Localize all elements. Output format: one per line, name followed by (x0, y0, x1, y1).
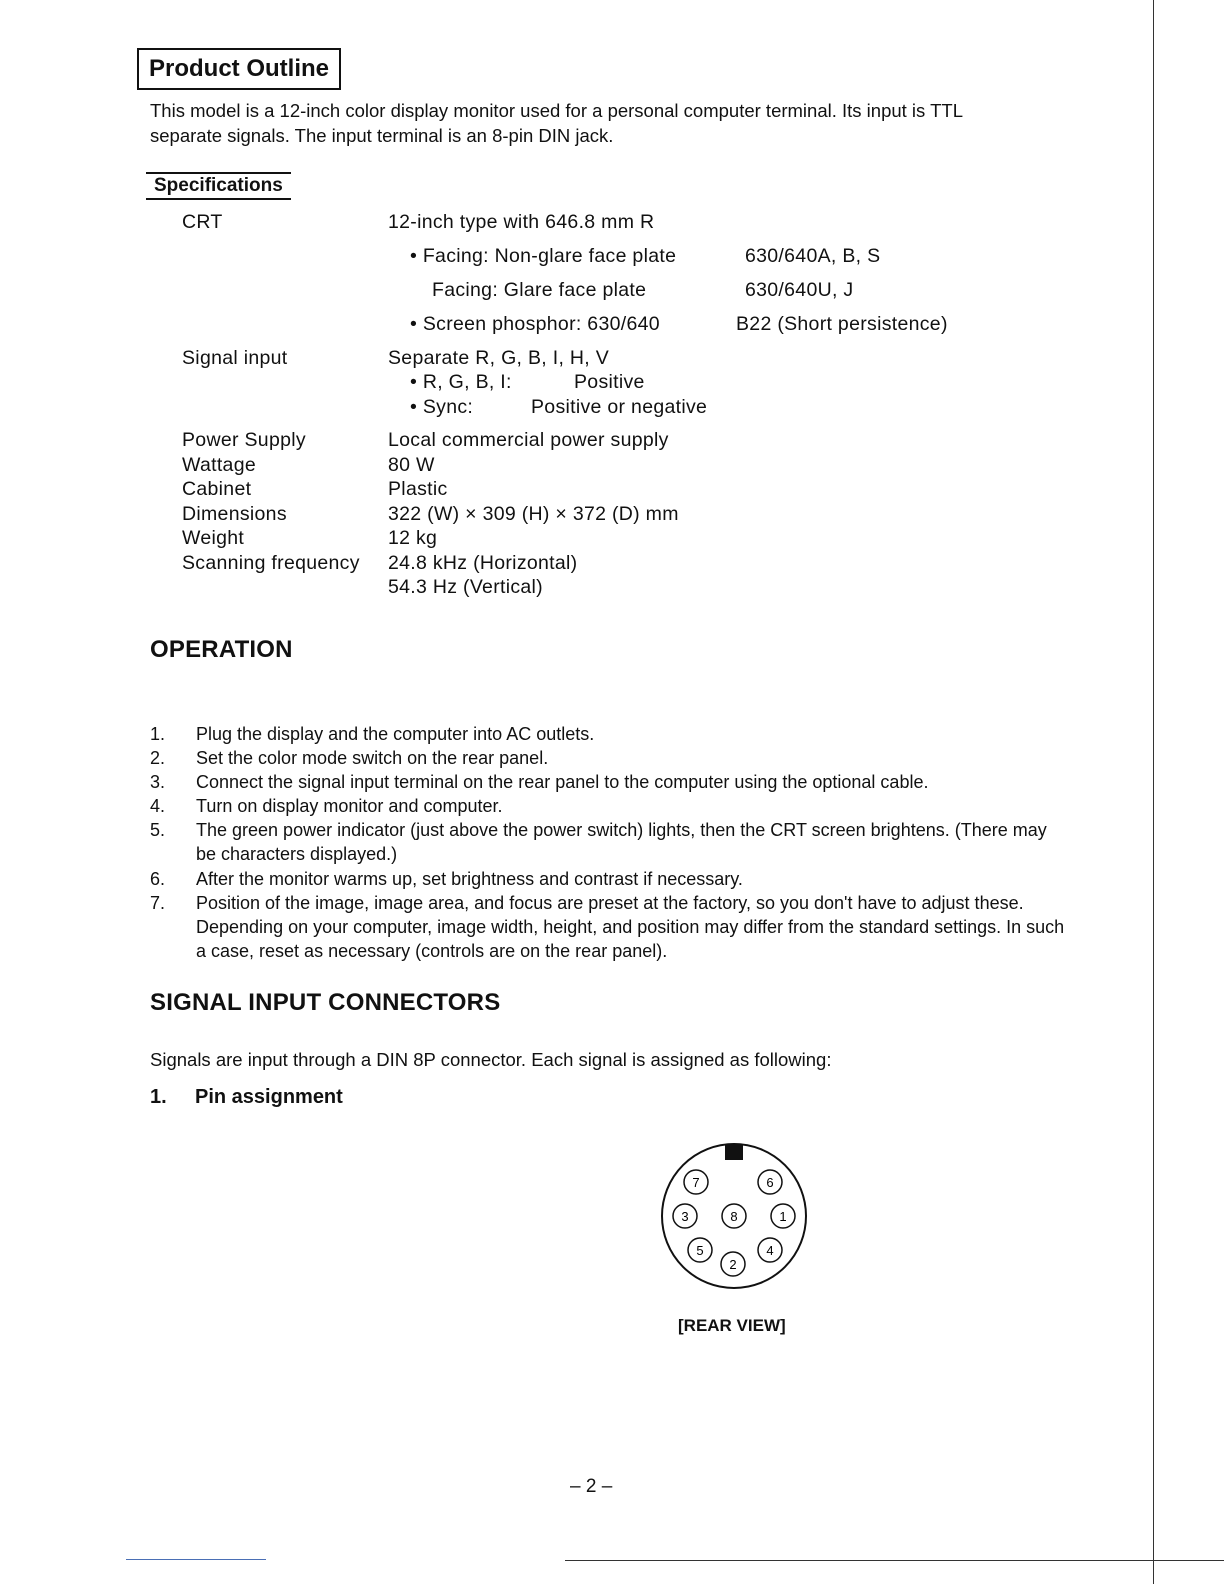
step-number: 5. (150, 820, 166, 840)
pin-5 (688, 1238, 712, 1262)
step-number: 2. (150, 748, 166, 768)
spec-value-scanning-horizontal: 24.8 kHz (Horizontal) (388, 552, 578, 574)
pin-4 (758, 1238, 782, 1262)
spec-facing-nonglare-models: 630/640A, B, S (745, 245, 881, 267)
pin-label: 3 (681, 1209, 689, 1224)
page-title: Product Outline (137, 48, 341, 90)
spec-rgbi-value: Positive (574, 371, 645, 393)
step-number: 4. (150, 796, 166, 816)
pin-label: 1 (779, 1209, 787, 1224)
spec-label-scanning: Scanning frequency (182, 552, 360, 574)
pin-2 (721, 1252, 745, 1276)
spec-sync-label: • Sync: (410, 396, 474, 418)
step-number: 1. (150, 724, 166, 744)
spec-label-wattage: Wattage (182, 454, 256, 476)
step-number: 6. (150, 869, 166, 889)
pin-label: 7 (692, 1175, 700, 1190)
spec-facing-nonglare: • Facing: Non-glare face plate (410, 245, 677, 267)
step-text: After the monitor warms up, set brightness and contrast if necessary. (196, 869, 743, 889)
spec-value-power: Local commercial power supply (388, 429, 669, 451)
spec-facing-glare-models: 630/640U, J (745, 279, 854, 301)
step-number: 7. (150, 893, 166, 913)
spec-label-weight: Weight (182, 527, 245, 549)
spec-value-weight: 12 kg (388, 527, 438, 549)
pin-label: 6 (766, 1175, 774, 1190)
step-text: Set the color mode switch on the rear panel. (196, 748, 549, 768)
pin-8 (722, 1204, 746, 1228)
spec-value-cabinet: Plastic (388, 478, 448, 500)
step-number: 3. (150, 772, 166, 792)
connectors-intro: Signals are input through a DIN 8P connector. Each signal is assigned as following: (150, 1049, 832, 1070)
step-text: Turn on display monitor and computer. (196, 796, 503, 816)
pin-3 (673, 1204, 697, 1228)
spec-label-crt: CRT (182, 211, 223, 233)
spec-value-signal-input: Separate R, G, B, I, H, V (388, 347, 609, 369)
spec-screen-phosphor-value: B22 (Short persistence) (736, 313, 948, 335)
spec-label-signal-input: Signal input (182, 347, 288, 369)
spec-label-dimensions: Dimensions (182, 503, 287, 525)
step-text: Connect the signal input terminal on the rear panel to the computer using the optional cable. (196, 772, 929, 792)
spec-rgbi-label: • R, G, B, I: (410, 371, 512, 393)
step-text: The green power indicator (just above the power switch) lights, then the CRT screen brightens. (There may be characters displayed.) (196, 820, 1047, 864)
spec-sync-value: Positive or negative (531, 396, 708, 418)
right-margin-rule (1153, 0, 1154, 1584)
pin-label: 8 (730, 1209, 738, 1224)
spec-value-scanning-vertical: 54.3 Hz (Vertical) (388, 576, 543, 598)
operation-heading: OPERATION (150, 636, 293, 663)
spec-value-crt: 12-inch type with 646.8 mm R (388, 211, 655, 233)
spec-label-power: Power Supply (182, 429, 306, 451)
rear-view-caption: [REAR VIEW] (678, 1316, 786, 1335)
step-text: Position of the image, image area, and focus are preset at the factory, so you don't have to adjust these. Depending on your computer, image width, height, and position may differ from the standard settings. In such a case, reset as necessary (controls are on the rear panel). (196, 893, 1065, 961)
pin-assignment-number: 1. (150, 1086, 167, 1108)
pin-label: 2 (729, 1257, 737, 1272)
pin-7 (684, 1170, 708, 1194)
intro-line-1: This model is a 12-inch color display monitor used for a personal computer terminal. Its input is TTL (150, 100, 963, 121)
din-connector-diagram (658, 1140, 810, 1292)
footer-rule-right (565, 1560, 1224, 1561)
spec-label-cabinet: Cabinet (182, 478, 252, 500)
spec-value-dimensions: 322 (W) × 309 (H) × 372 (D) mm (388, 503, 679, 525)
pin-6 (758, 1170, 782, 1194)
spec-value-wattage: 80 W (388, 454, 435, 476)
intro-paragraph (150, 98, 963, 148)
pin-1 (771, 1204, 795, 1228)
spec-facing-glare: Facing: Glare face plate (432, 279, 647, 301)
connectors-heading: SIGNAL INPUT CONNECTORS (150, 989, 501, 1016)
page-number: – 2 – (570, 1476, 613, 1497)
footer-rule-left (126, 1559, 266, 1560)
pin-label: 5 (696, 1243, 704, 1258)
connector-key-notch (725, 1144, 743, 1160)
step-text: Plug the display and the computer into AC outlets. (196, 724, 595, 744)
pin-assignment-heading: Pin assignment (195, 1086, 343, 1108)
intro-line-2: separate signals. The input terminal is an 8-pin DIN jack. (150, 125, 614, 146)
specifications-heading: Specifications (146, 172, 291, 200)
spec-screen-phosphor: • Screen phosphor: 630/640 (410, 313, 660, 335)
pin-label: 4 (766, 1243, 774, 1258)
